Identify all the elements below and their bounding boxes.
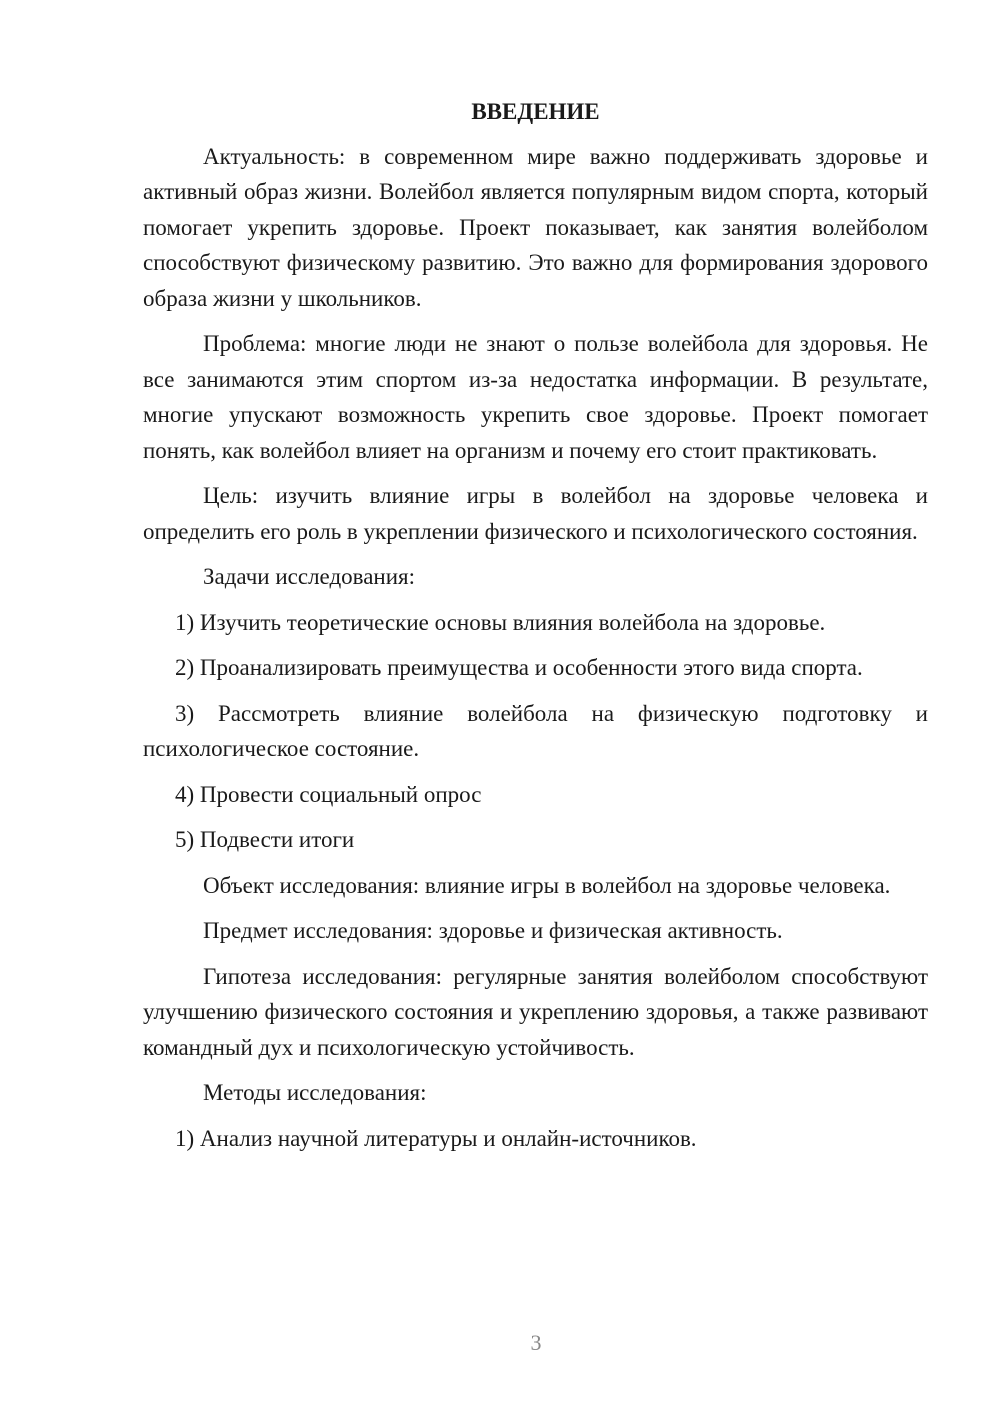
document-body xyxy=(143,94,928,1166)
paragraph-hypothesis: Гипотеза исследования: регулярные занятия волейболом способствуют улучшению физического состояния и укреплению здоровья, а также развивают командный дух и психологическую устойчивость. xyxy=(143,963,928,1060)
paragraph-subject: Предмет исследования: здоровье и физическая активность. xyxy=(203,918,783,943)
paragraph-relevance: Актуальность: в современном мире важно поддерживать здоровье и активный образ жизни. Волейбол является популярным видом спорта, который помогает укрепить здоровье. Проект показывает, как занятия волейболом способствуют физическому развитию. Это важно для формирования здорового образа жизни у школьников. xyxy=(143,143,928,311)
paragraph-object: Объект исследования: влияние игры в волейбол на здоровье человека. xyxy=(203,872,891,898)
task-item-1: 1) Изучить теоретические основы влияния волейбола на здоровье. xyxy=(175,609,826,635)
task-item-2: 2) Проанализировать преимущества и особенности этого вида спорта. xyxy=(175,655,863,680)
paragraph-problem: Проблема: многие люди не знают о пользе волейбола для здоровья. Не все занимаются этим спортом из-за недостатка информации. В результате, многие упускают возможность укрепить свое здоровье. Проект помогает понять, как волейбол влияет на организм и почему его стоит практиковать. xyxy=(143,331,928,463)
task-item-4: 4) Провести социальный опрос xyxy=(175,781,482,807)
methods-heading: Методы исследования: xyxy=(203,1080,427,1105)
paragraph-goal: Цель: изучить влияние игры в волейбол на здоровье человека и определить его роль в укреплении физического и психологического состояния. xyxy=(143,483,928,544)
method-item-1: 1) Анализ научной литературы и онлайн-источников. xyxy=(175,1125,697,1151)
task-item-5: 5) Подвести итоги xyxy=(175,827,355,852)
page-number: 3 xyxy=(530,1330,542,1355)
tasks-heading: Задачи исследования: xyxy=(203,564,416,589)
task-item-3: 3) Рассмотреть влияние волейбола на физическую подготовку и психологическое состояние. xyxy=(143,700,928,761)
page-title: ВВЕДЕНИЕ xyxy=(471,99,600,124)
